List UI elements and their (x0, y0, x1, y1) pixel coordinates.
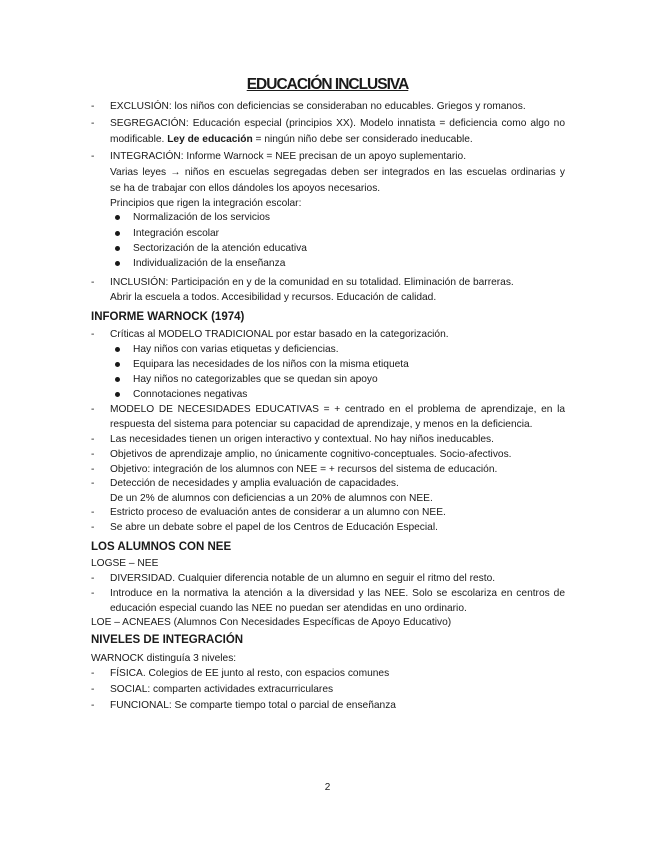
principio-item: Normalización de los servicios (133, 212, 271, 223)
list-dash: - (91, 700, 95, 711)
estricto-item: Estricto proceso de evaluación antes de considerar a un alumno con NEE. (110, 507, 446, 518)
integracion-line-3: se ha de trabajar con ellos dándoles los apoyos necesarios. (110, 183, 381, 194)
arrow-right-icon: → (170, 167, 181, 178)
list-dash: - (91, 404, 95, 415)
ley-educacion-bold: Ley de educación (167, 134, 253, 145)
bullet-icon (115, 215, 120, 220)
loe-label: LOE – ACNEAES (Alumnos Con Necesidades Específicas de Apoyo Educativo) (91, 617, 452, 628)
exclusion-item: EXCLUSIÓN: los niños con deficiencias se consideraban no educables. Griegos y romanos. (110, 101, 526, 112)
list-dash: - (91, 464, 95, 475)
list-dash: - (91, 101, 95, 112)
list-dash: - (91, 522, 95, 533)
list-dash: - (91, 668, 95, 679)
list-dash: - (91, 329, 95, 340)
bullet-icon (115, 246, 120, 251)
origen-item: Las necesidades tienen un origen interactivo y contextual. No hay niños ineducables. (110, 434, 494, 445)
deteccion-item: Detección de necesidades y amplia evaluación de capacidades. (110, 478, 399, 489)
inclusion-line-2: Abrir la escuela a todos. Accesibilidad y recursos. Educación de calidad. (110, 292, 437, 303)
bullet-icon (115, 392, 120, 397)
section-heading-niveles: NIVELES DE INTEGRACIÓN (91, 634, 244, 646)
deteccion-line-2: De un 2% de alumnos con deficiencias a un 20% de alumnos con NEE. (110, 493, 433, 504)
critica-subitem: Connotaciones negativas (133, 389, 248, 400)
bullet-icon (115, 377, 120, 382)
page-title: EDUCACIÓN INCLUSIVA (246, 76, 409, 93)
list-dash: - (91, 478, 95, 489)
nivel-fisica-item: FÍSICA. Colegios de EE junto al resto, con espacios comunes (110, 668, 390, 679)
segregacion-continuation: modificable. Ley de educación = ningún niño debe ser considerado ineducable. (110, 134, 473, 145)
diversidad-item: DIVERSIDAD. Cualquier diferencia notable de un alumno en seguir el ritmo del resto. (110, 573, 496, 584)
niveles-intro: WARNOCK distinguía 3 niveles: (91, 653, 237, 664)
bullet-icon (115, 347, 120, 352)
principios-label: Principios que rigen la integración escolar: (110, 198, 302, 209)
modelo-item: MODELO DE NECESIDADES EDUCATIVAS = + centrado en el problema de aprendizaje, en la (110, 404, 565, 415)
list-dash: - (91, 277, 95, 288)
page-number: 2 (324, 782, 331, 793)
integracion-line-2: Varias leyes → niños en escuelas segregadas deben ser integrados en las escuelas ordinarias y (110, 167, 566, 178)
section-heading-warnock: INFORME WARNOCK (1974) (91, 311, 245, 323)
critica-subitem: Equipara las necesidades de los niños con la misma etiqueta (133, 359, 409, 370)
list-dash: - (91, 151, 95, 162)
objetivos-item: Objetivos de aprendizaje amplio, no únicamente cognitivo-conceptuales. Socio-afectivos. (110, 449, 512, 460)
bullet-icon (115, 231, 120, 236)
principio-item: Sectorización de la atención educativa (133, 243, 307, 254)
objetivo-item: Objetivo: integración de los alumnos con NEE = + recursos del sistema de educación. (110, 464, 498, 475)
list-dash: - (91, 684, 95, 695)
integracion-item: INTEGRACIÓN: Informe Warnock = NEE precisan de un apoyo suplementario. (110, 151, 467, 162)
list-dash: - (91, 588, 95, 599)
modelo-line-2: respuesta del sistema para potenciar su capacidad de aprendizaje, y menos en la deficiencia. (110, 419, 533, 430)
bullet-icon (115, 362, 120, 367)
inclusion-item: INCLUSIÓN: Participación en y de la comunidad en su totalidad. Eliminación de barreras. (110, 277, 514, 288)
debate-item: Se abre un debate sobre el papel de los Centros de Educación Especial. (110, 522, 438, 533)
nivel-funcional-item: FUNCIONAL: Se comparte tiempo total o parcial de enseñanza (110, 700, 396, 711)
principio-item: Individualización de la enseñanza (133, 258, 286, 269)
principio-item: Integración escolar (133, 228, 220, 239)
section-heading-alumnos: LOS ALUMNOS CON NEE (91, 541, 232, 553)
list-dash: - (91, 507, 95, 518)
nivel-social-item: SOCIAL: comparten actividades extracurriculares (110, 684, 334, 695)
normativa-line-2: educación especial cuando las NEE no puedan ser atendidas en uno ordinario. (110, 603, 467, 614)
list-dash: - (91, 434, 95, 445)
logse-label: LOGSE – NEE (91, 558, 159, 569)
list-dash: - (91, 573, 95, 584)
critica-subitem: Hay niños con varias etiquetas y deficiencias. (133, 344, 339, 355)
list-dash: - (91, 118, 95, 129)
list-dash: - (91, 449, 95, 460)
criticas-item: Críticas al MODELO TRADICIONAL por estar basado en la categorización. (110, 329, 449, 340)
normativa-item: Introduce en la normativa la atención a la diversidad y las NEE. Solo se escolariza en centros de (110, 588, 565, 599)
bullet-icon (115, 261, 120, 266)
critica-subitem: Hay niños no categorizables que se quedan sin apoyo (133, 374, 378, 385)
segregacion-item: SEGREGACIÓN: Educación especial (principios XX). Modelo innatista = deficiencia como algo no (110, 118, 565, 129)
